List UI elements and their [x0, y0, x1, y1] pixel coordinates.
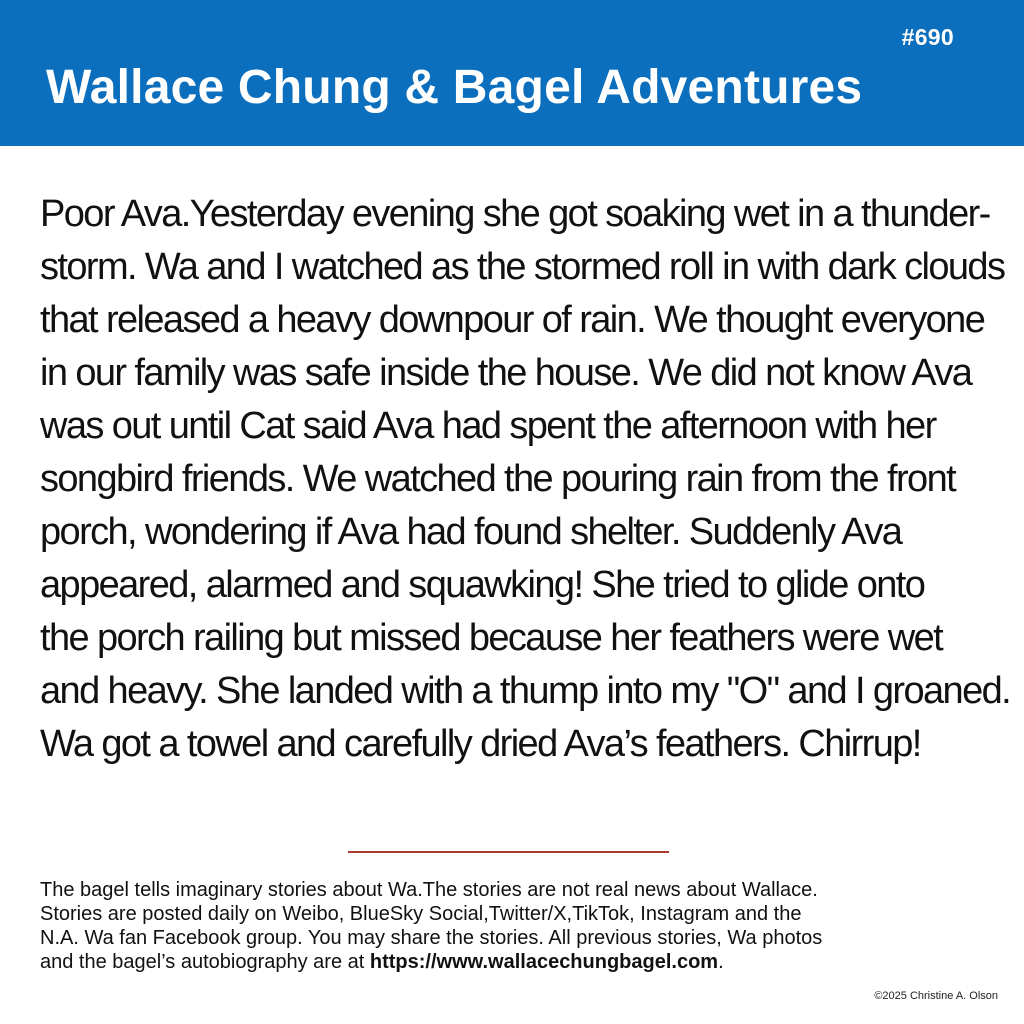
copyright-notice: ©2025 Christine A. Olson	[874, 990, 998, 1002]
footer-line: The bagel tells imaginary stories about Wa.The stories are not real news about Wallace.	[40, 879, 818, 901]
story-line: was out until Cat said Ava had spent the afternoon with her	[40, 405, 936, 447]
page-title: Wallace Chung & Bagel Adventures	[46, 61, 863, 114]
story-line: that released a heavy downpour of rain. We thought everyone	[40, 299, 985, 341]
story-line: songbird friends. We watched the pouring rain from the front	[40, 458, 956, 500]
story-line: and heavy. She landed with a thump into my "O" and I groaned.	[40, 670, 1011, 712]
story-line: storm. Wa and I watched as the stormed roll in with dark clouds	[40, 246, 1005, 288]
divider-line	[348, 851, 669, 853]
story-text	[40, 188, 1011, 771]
footer-line-suffix: .	[718, 951, 724, 973]
footer-disclaimer	[40, 878, 1000, 974]
story-line: Poor Ava.Yesterday evening she got soaking wet in a thunder-	[40, 193, 990, 235]
footer-line-prefix: and the bagel’s autobiography are at	[40, 951, 370, 973]
story-line: Wa got a towel and carefully dried Ava’s feathers. Chirrup!	[40, 723, 921, 765]
footer-line: Stories are posted daily on Weibo, BlueSky Social,Twitter/X,TikTok, Instagram and the	[40, 903, 802, 925]
header-banner	[0, 0, 1024, 146]
story-line: in our family was safe inside the house. We did not know Ava	[40, 352, 972, 394]
footer-line-last	[40, 950, 1000, 974]
story-number: #690	[901, 24, 954, 50]
story-line: the porch railing but missed because her feathers were wet	[40, 617, 943, 659]
footer-line: N.A. Wa fan Facebook group. You may share the stories. All previous stories, Wa photos	[40, 927, 823, 949]
website-link[interactable]: https://www.wallacechungbagel.com	[369, 951, 719, 973]
story-line: appeared, alarmed and squawking! She tried to glide onto	[40, 564, 925, 606]
story-line: porch, wondering if Ava had found shelter. Suddenly Ava	[40, 511, 902, 553]
